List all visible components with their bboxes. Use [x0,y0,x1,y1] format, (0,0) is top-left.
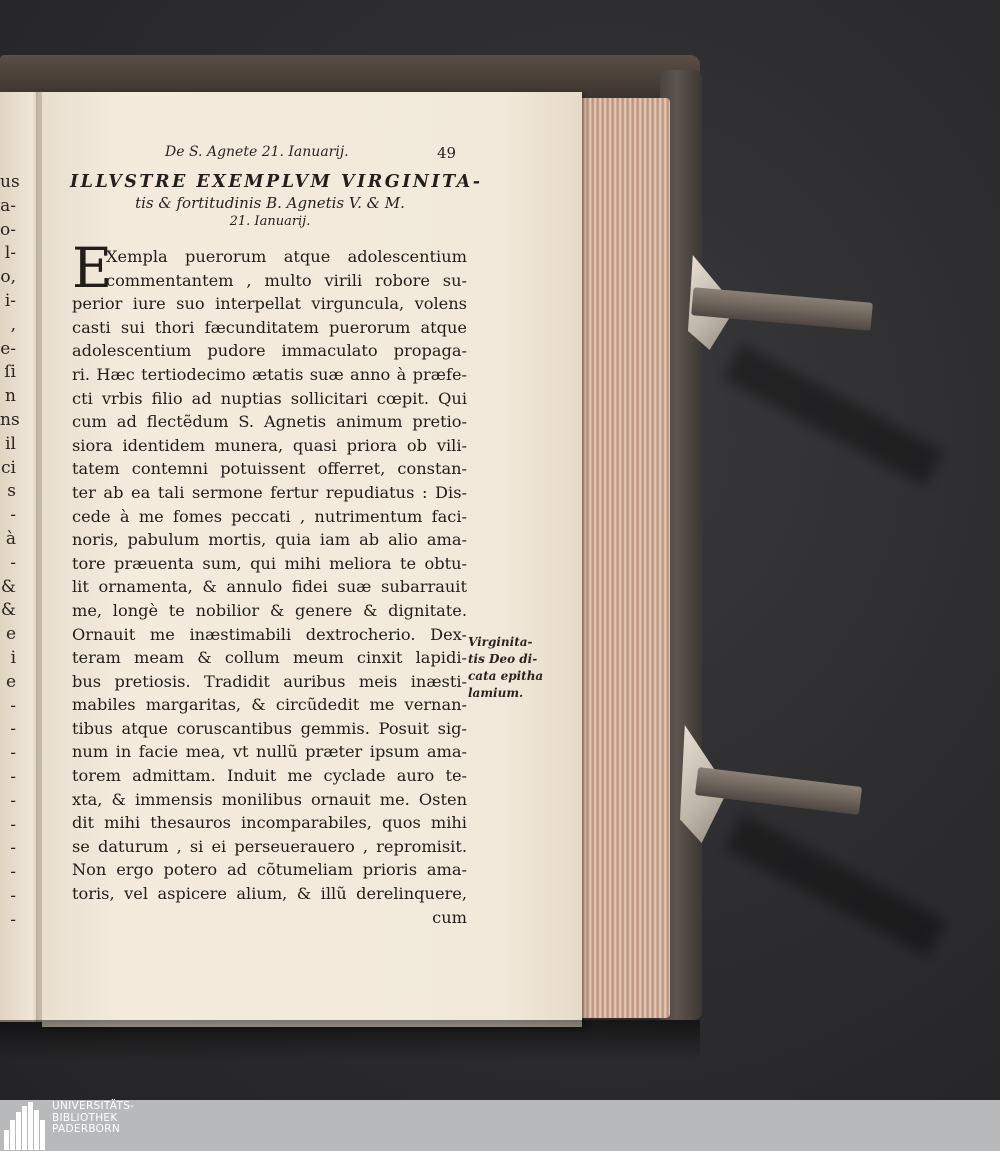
left-page-fragment: us [0,172,20,192]
marginal-note-line: lamium. [468,686,524,700]
page-number: 49 [437,144,457,162]
logo-bar [28,1102,33,1150]
left-page-fragment: il [5,433,16,454]
body-line: cti vrbis filio ad nuptias sollicitari cœpit. Qui [72,388,467,408]
body-line: siora identidem munera, quasi priora ob vili- [72,435,467,455]
body-line: ter ab ea tali sermone fertur repudiatus : Dis- [72,482,467,502]
left-page-fragment: ſi [4,362,16,383]
body-line: cum ad flectẽdum S. Agnetis animum pretio- [72,412,467,432]
logo-bar [34,1110,39,1150]
body-line: torem admittam. Induit me cyclade auro te- [72,766,467,786]
title-line-1: ILLVSTRE EXEMPLVM VIRGINITA- [70,172,483,192]
logo-bar [4,1130,9,1150]
book-shadow [0,1020,700,1060]
left-page-fragment: i [10,648,16,668]
clasp-upper-shadow [722,343,944,486]
body-line: dit mihi thesauros incomparabiles, quos mihi [72,813,467,833]
left-page-fragment: - [10,767,16,787]
body-line: tatem contemni potuissent offerret, constan- [72,459,467,479]
left-page-fragment: à [5,529,16,549]
body-line: lit ornamenta, & annulo fidei suæ subarrauit [72,577,467,597]
left-page-fragment: e [5,624,16,645]
left-page-fragment: - [10,838,16,859]
marginal-note-line: tis Deo di- [468,652,538,666]
left-page-fragment: o- [0,219,16,240]
body-line: perior iure suo interpellat virguncula, volens [72,294,467,314]
left-page-fragment: & [0,576,16,597]
title-line-3: 21. Ianuarij. [229,214,311,229]
left-page-fragment: - [10,552,16,573]
title-line-2: tis & fortitudinis B. Agnetis V. & M. [135,194,405,212]
left-page-fragment: n [5,386,16,407]
body-line: adolescentium pudore immaculato propaga- [72,341,467,361]
left-page-fragment: - [10,814,16,835]
left-page-fragment: e- [0,338,16,359]
page-fore-edge [575,98,670,1018]
left-page-fragment: - [10,790,16,811]
body-line: bus pretiosis. Tradidit auribus meis inæsti- [72,671,467,691]
body-line: cum [432,907,467,927]
body-line: Ornauit me inæstimabili dextrocherio. Dex- [72,624,467,644]
left-page-fragment: ci [1,457,16,478]
logo-text-line: UNIVERSITÄTS- [52,1100,135,1112]
left-page-fragment: ns [0,410,20,430]
body-line: cede à me fomes peccati , nutrimentum faci- [72,506,467,526]
left-page-fragment: i- [4,291,16,311]
left-page-fragment: l- [4,243,16,264]
body-line: mabiles margaritas, & circũdedit me vernan- [72,695,467,715]
body-line: se daturum , si ei perseuerauero , repromisit. [72,836,467,856]
logo-bar [22,1106,27,1150]
body-line: ri. Hæc tertiodecimo ætatis suæ anno à præfe- [72,364,467,384]
marginal-note-line: Virginita- [468,635,533,649]
left-page-fragment: - [10,862,16,883]
left-page-fragment: - [10,743,16,764]
library-logo-text [52,1101,134,1136]
logo-text-line: PADERBORN [52,1123,120,1135]
marginal-note [468,634,563,702]
body-line: noris, pabulum mortis, quia iam ab alio ama- [72,530,467,550]
logo-bar [10,1120,15,1150]
library-logo-icon [4,1102,46,1150]
left-page-fragment: e [5,671,16,692]
left-page-fragment: s [7,481,16,502]
clasp-lower-shadow [724,813,946,956]
left-page-fragment: - [10,909,16,930]
body-line: casti sui thori fæcunditatem puerorum atque [72,317,467,337]
marginal-note-line: cata epitha [468,669,544,683]
running-head: De S. Agnete 21. Ianuarij. [165,144,349,160]
body-line: teram meam & collum meum cinxit lapidi- [72,648,467,668]
left-page-fragment: & [0,600,16,621]
body-line: tibus atque coruscantibus gemmis. Posuit sig- [72,718,467,738]
library-footer [0,1100,1000,1151]
body-line: tore præuenta sum, qui mihi meliora te obtu- [72,553,467,573]
body-line: toris, vel aspicere alium, & illũ derelinquere, [72,884,467,904]
body-line: Xempla puerorum atque adolescentium [106,247,467,266]
chapter-title [70,172,483,229]
left-page-fragment: o, [0,267,16,288]
clasp-lower-strap [695,767,862,815]
left-page-fragment: , [10,314,16,335]
logo-bar [40,1120,45,1150]
body-line: Non ergo potero ad cõtumeliam prioris ama- [72,860,467,880]
body-text [72,236,467,929]
left-page-fragment: - [10,505,16,526]
drop-cap: E [72,236,113,300]
left-page-fragment: - [10,719,16,740]
left-page-fragment: a- [0,195,16,216]
logo-text-line: BIBLIOTHEK [52,1111,118,1124]
left-page-fragment: - [10,695,16,716]
left-page-fragment: - [10,886,16,906]
logo-bar [16,1112,21,1150]
body-line: num in facie mea, vt nullũ præter ipsum ama- [72,742,467,762]
body-line: commentantem , multo virili robore su- [106,270,467,290]
body-line: xta, & immensis monilibus ornauit me. Osten [72,789,467,809]
body-line: me, longè te nobilior & genere & dignitate. [72,600,467,620]
